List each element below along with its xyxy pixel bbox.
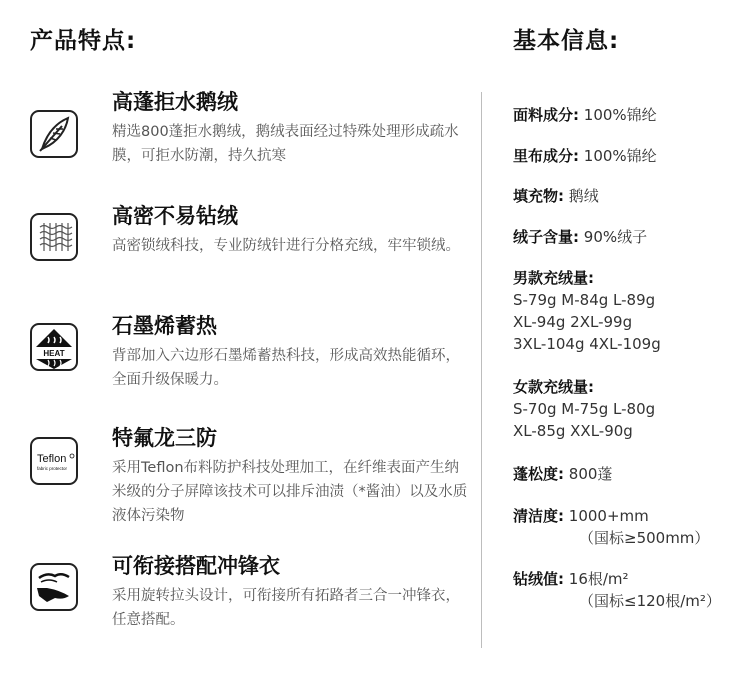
spec-label: 里布成分: (513, 147, 579, 165)
spec-women-fill (513, 376, 655, 442)
spec-value: 100%锦纶 (583, 147, 657, 165)
spec-value: 90%绒子 (583, 228, 648, 246)
feature-description: 精选800蓬拒水鹅绒，鹅绒表面经过特殊处理形成疏水膜，可拒水防潮，持久抗寒 (112, 124, 459, 164)
feature-description: 采用旋转拉头设计，可衔接所有拓路者三合一冲锋衣，任意搭配。 (112, 588, 460, 628)
spec-value: 3XL-104g 4XL-109g (513, 335, 661, 353)
heat-label: HEAT (43, 349, 65, 358)
feature-title: 石墨烯蓄热 (112, 314, 217, 338)
spec-label: 蓬松度: (513, 465, 564, 483)
feature-description: 采用Teflon布料防护科技处理加工，在纤维表面产生纳米级的分子屏障该技术可以排斥油渍（*酱油）以及水质液体污染物 (112, 460, 468, 524)
spec-label: 男款充绒量: (513, 269, 594, 287)
teflon-sublabel: fabric protector (37, 466, 68, 471)
feature-title: 高蓬拒水鹅绒 (112, 90, 238, 114)
spec-down-content (513, 226, 647, 248)
heat-icon (30, 323, 78, 371)
spec-filling (513, 185, 599, 207)
feature-title: 特氟龙三防 (112, 426, 217, 450)
spec-label: 绒子含量: (513, 228, 579, 246)
spec-label: 钻绒值: (513, 570, 564, 588)
teflon-label: Teflon (37, 453, 67, 465)
spec-leakage (513, 568, 721, 612)
spec-lining (513, 145, 657, 167)
spec-note: （国标≥500mm） (579, 529, 710, 547)
spec-value: XL-94g 2XL-99g (513, 313, 633, 331)
spec-fabric (513, 104, 657, 126)
spec-note: （国标≤120根/m²） (579, 592, 721, 610)
spec-value: 800蓬 (568, 465, 613, 483)
spec-value: S-79g M-84g L-89g (513, 291, 656, 309)
spec-loft (513, 463, 612, 485)
spec-value: S-70g M-75g L-80g (513, 400, 656, 418)
spec-label: 填充物: (513, 187, 564, 205)
info-heading: 基本信息: (513, 28, 620, 54)
teflon-icon (30, 437, 78, 485)
spec-label: 清洁度: (513, 507, 564, 525)
spec-men-fill (513, 267, 661, 355)
feature-description: 高密锁绒科技，专业防绒针进行分格充绒，牢牢锁绒。 (112, 238, 460, 254)
spec-cleanliness (513, 505, 709, 549)
feather-icon (30, 110, 78, 158)
column-divider (481, 92, 482, 648)
hand-icon (30, 563, 78, 611)
spec-value: 1000+mm (568, 507, 649, 525)
feature-title: 高密不易钻绒 (112, 204, 238, 228)
spec-value: 16根/m² (568, 570, 629, 588)
mesh-icon (30, 213, 78, 261)
spec-value: 鹅绒 (568, 187, 599, 205)
spec-value: XL-85g XXL-90g (513, 422, 633, 440)
spec-label: 女款充绒量: (513, 378, 594, 396)
feature-description: 背部加入六边形石墨烯蓄热科技，形成高效热能循环，全面升级保暖力。 (112, 348, 460, 388)
feature-title: 可衔接搭配冲锋衣 (112, 554, 280, 578)
features-heading: 产品特点: (30, 28, 137, 54)
spec-label: 面料成分: (513, 106, 579, 124)
spec-value: 100%锦纶 (583, 106, 657, 124)
